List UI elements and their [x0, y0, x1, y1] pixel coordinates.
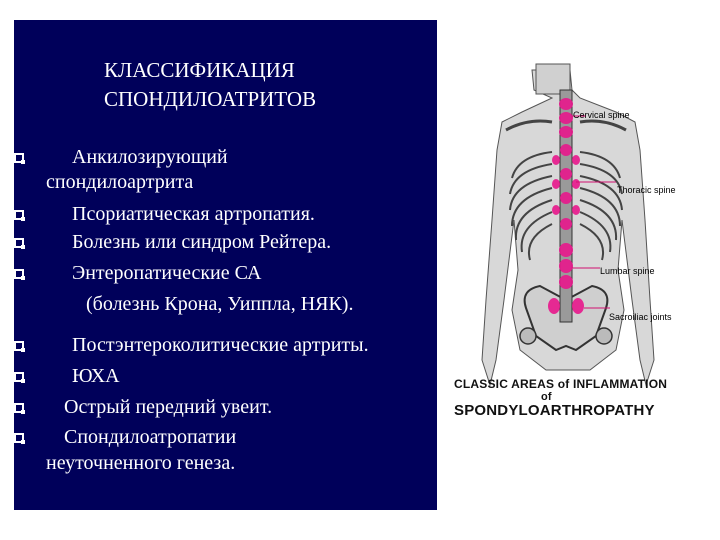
list-item-2: Псориатическая артропатия.: [72, 203, 315, 225]
lumbar-spine-label: Lumbar spine: [600, 266, 655, 276]
bullet-icon: [14, 210, 24, 220]
bullet-icon: [14, 153, 24, 163]
list-item-4-line-1: Энтеропатические СА: [72, 262, 262, 284]
caption-line-2: of: [541, 391, 552, 403]
slide-title: [104, 56, 404, 114]
bullet-icon: [14, 372, 24, 382]
list-item-7: Острый передний увеит.: [64, 396, 273, 418]
thoracic-spine-label: Thoracic spine: [617, 185, 676, 195]
list-item-3: Болезнь или синдром Рейтера.: [72, 231, 332, 253]
hip-joint-right: [596, 328, 612, 344]
cervical-spine-label: Cervical spine: [573, 110, 630, 120]
title-line-2: СПОНДИЛОАТРИТОВ: [104, 87, 317, 111]
list-item-6: ЮХА: [72, 365, 120, 387]
bullet-icon: [14, 269, 24, 279]
list-item-5: Постэнтероколитические артриты.: [72, 334, 369, 356]
bullet-icon: [14, 341, 24, 351]
hip-joint-left: [520, 328, 536, 344]
spine-skeleton-illustration: [440, 60, 700, 460]
title-line-1: КЛАССИФИКАЦИЯ: [104, 58, 295, 82]
list-item-4-line-2: (болезнь Крона, Уиппла, НЯК).: [86, 293, 354, 315]
sacroiliac-joints-label: Sacroiliac joints: [609, 312, 672, 322]
bullet-icon: [14, 433, 24, 443]
list-item-1-line-2: спондилоартрита: [46, 171, 194, 193]
list-item-8-line-2: неуточненного генеза.: [46, 452, 236, 474]
caption-line-1: CLASSIC AREAS of INFLAMMATION: [454, 377, 668, 391]
bullet-icon: [14, 238, 24, 248]
bullet-icon: [14, 403, 24, 413]
caption-line-3: SPONDYLOARTHROPATHY: [454, 402, 655, 419]
list-item-8-line-1: Спондилоатропатии: [64, 426, 237, 448]
list-item-1-line-1: Анкилозирующий: [72, 146, 228, 168]
